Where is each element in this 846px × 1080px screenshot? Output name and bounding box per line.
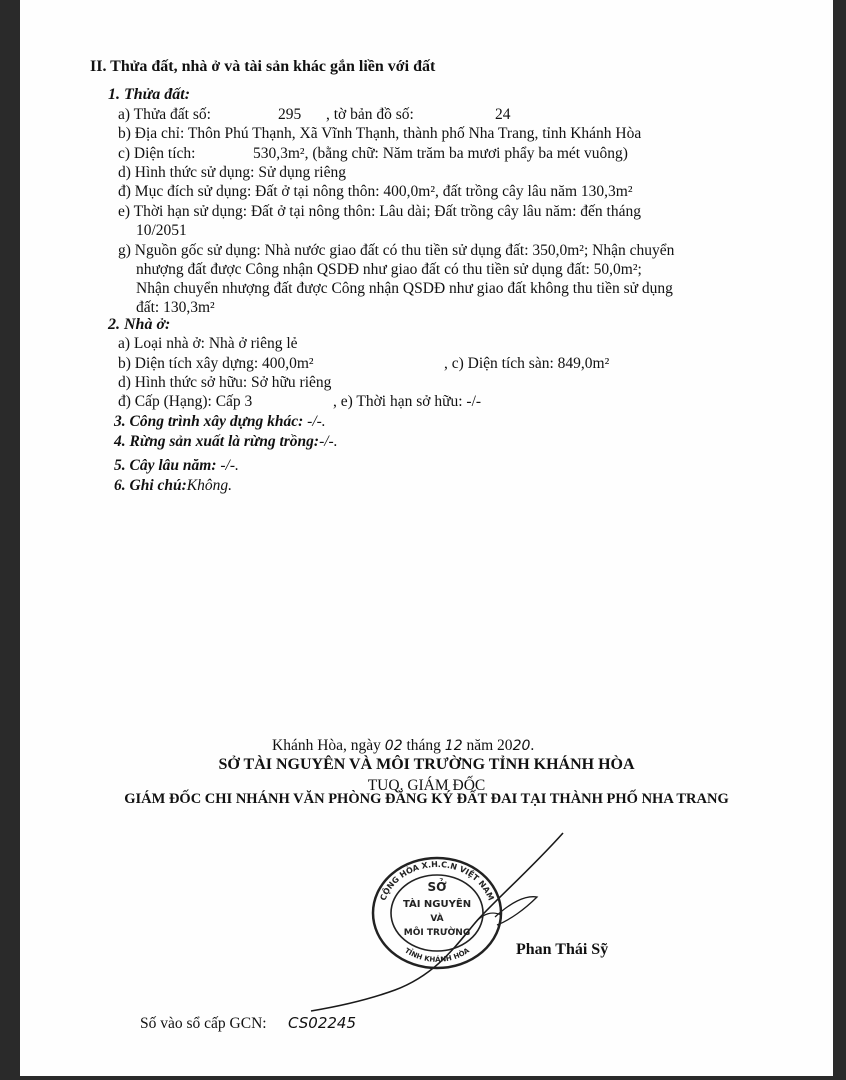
official-seal bbox=[367, 853, 507, 973]
production-forest-line: 4. Rừng sản xuất là rừng trồng:-/-. bbox=[114, 433, 338, 450]
area-value: 530,3m², (bằng chữ: Năm trăm ba mươi phẩy ba mét vuông) bbox=[253, 145, 628, 162]
seal-center-2: TÀI NGUYÊN bbox=[402, 899, 472, 910]
branch-director-title: GIÁM ĐỐC CHI NHÁNH VĂN PHÒNG ĐĂNG KÝ ĐẤT ĐAI TẠI THÀNH PHỐ NHA TRANG bbox=[124, 791, 729, 807]
ownership-form-line: d) Hình thức sở hữu: Sở hữu riêng bbox=[118, 374, 332, 391]
map-sheet-value: 24 bbox=[495, 106, 511, 123]
seal-center-1: SỞ bbox=[427, 880, 447, 894]
origin-line-1: g) Nguồn gốc sử dụng: Nhà nước giao đất có thu tiền sử dụng đất: 350,0m²; Nhận chuyển bbox=[118, 242, 675, 259]
date-month: 12 bbox=[444, 738, 463, 754]
other-construction-line: 3. Công trình xây dựng khác: -/-. bbox=[114, 413, 326, 430]
document-page bbox=[20, 0, 833, 1076]
house-grade-line: đ) Cấp (Hạng): Cấp 3 bbox=[118, 393, 253, 410]
gcn-registration-number: CS02245 bbox=[288, 1014, 356, 1032]
section-title: II. Thửa đất, nhà ở và tài sản khác gắn liền với đất bbox=[90, 58, 436, 75]
date-year: 20 bbox=[512, 738, 531, 754]
notes-line: 6. Ghi chú:Không. bbox=[114, 477, 232, 494]
svg-text:TỈNH KHÁNH HÒA bbox=[403, 946, 471, 964]
ownership-term-line: , e) Thời hạn sở hữu: -/- bbox=[333, 393, 482, 410]
house-heading: 2. Nhà ở: bbox=[108, 316, 171, 333]
origin-line-3: Nhận chuyển nhượng đất được Công nhận QSDĐ như giao đất không thu tiền sử dụng bbox=[136, 280, 673, 297]
usage-term-line: e) Thời hạn sử dụng: Đất ở tại nông thôn: Lâu dài; Đất trồng cây lâu năm: đến tháng bbox=[118, 203, 641, 220]
signer-name: Phan Thái Sỹ bbox=[516, 941, 609, 958]
gcn-registration-label: Số vào sổ cấp GCN: bbox=[140, 1015, 267, 1032]
usage-purpose-line: đ) Mục đích sử dụng: Đất ở tại nông thôn: 400,0m², đất trồng cây lâu năm 130,3m² bbox=[118, 183, 633, 200]
usage-form-line: d) Hình thức sử dụng: Sử dụng riêng bbox=[118, 164, 346, 181]
house-type-line: a) Loại nhà ở: Nhà ở riêng lẻ bbox=[118, 335, 298, 352]
authority-name: SỞ TÀI NGUYÊN VÀ MÔI TRƯỜNG TỈNH KHÁNH HÒA bbox=[218, 756, 635, 773]
plot-number-value: 295 bbox=[278, 106, 302, 123]
perennial-trees-line: 5. Cây lâu năm: -/-. bbox=[114, 457, 239, 474]
authorization-line: TUQ. GIÁM ĐỐC bbox=[367, 777, 486, 794]
address-line: b) Địa chỉ: Thôn Phú Thạnh, Xã Vĩnh Thạnh, thành phố Nha Trang, tỉnh Khánh Hòa bbox=[118, 125, 642, 142]
seal-bottom-text: TỈNH KHÁNH HÒA bbox=[403, 946, 471, 964]
seal-ring-text: CỘNG HÒA X.H.C.N VIỆT NAM bbox=[378, 859, 496, 902]
signing-date: Khánh Hòa, ngày 02 tháng 12 năm 2020. bbox=[272, 737, 535, 754]
plot-number-label: a) Thửa đất số: bbox=[118, 106, 211, 123]
floor-area-line: , c) Diện tích sàn: 849,0m² bbox=[444, 355, 610, 372]
seal-center-3: VÀ bbox=[430, 914, 444, 924]
map-sheet-label: , tờ bản đồ số: bbox=[326, 106, 414, 123]
origin-line-2: nhượng đất được Công nhận QSDĐ như giao đất có thu tiền sử dụng đất: 50,0m²; bbox=[136, 261, 642, 278]
origin-line-4: đất: 130,3m² bbox=[136, 299, 215, 316]
seal-center-4: MÔI TRƯỜNG bbox=[403, 928, 471, 938]
usage-term-line-2: 10/2051 bbox=[136, 222, 187, 239]
area-label: c) Diện tích: bbox=[118, 145, 196, 162]
land-plot-heading: 1. Thửa đất: bbox=[108, 86, 191, 103]
construction-area-line: b) Diện tích xây dựng: 400,0m² bbox=[118, 355, 314, 372]
date-day: 02 bbox=[384, 738, 403, 754]
